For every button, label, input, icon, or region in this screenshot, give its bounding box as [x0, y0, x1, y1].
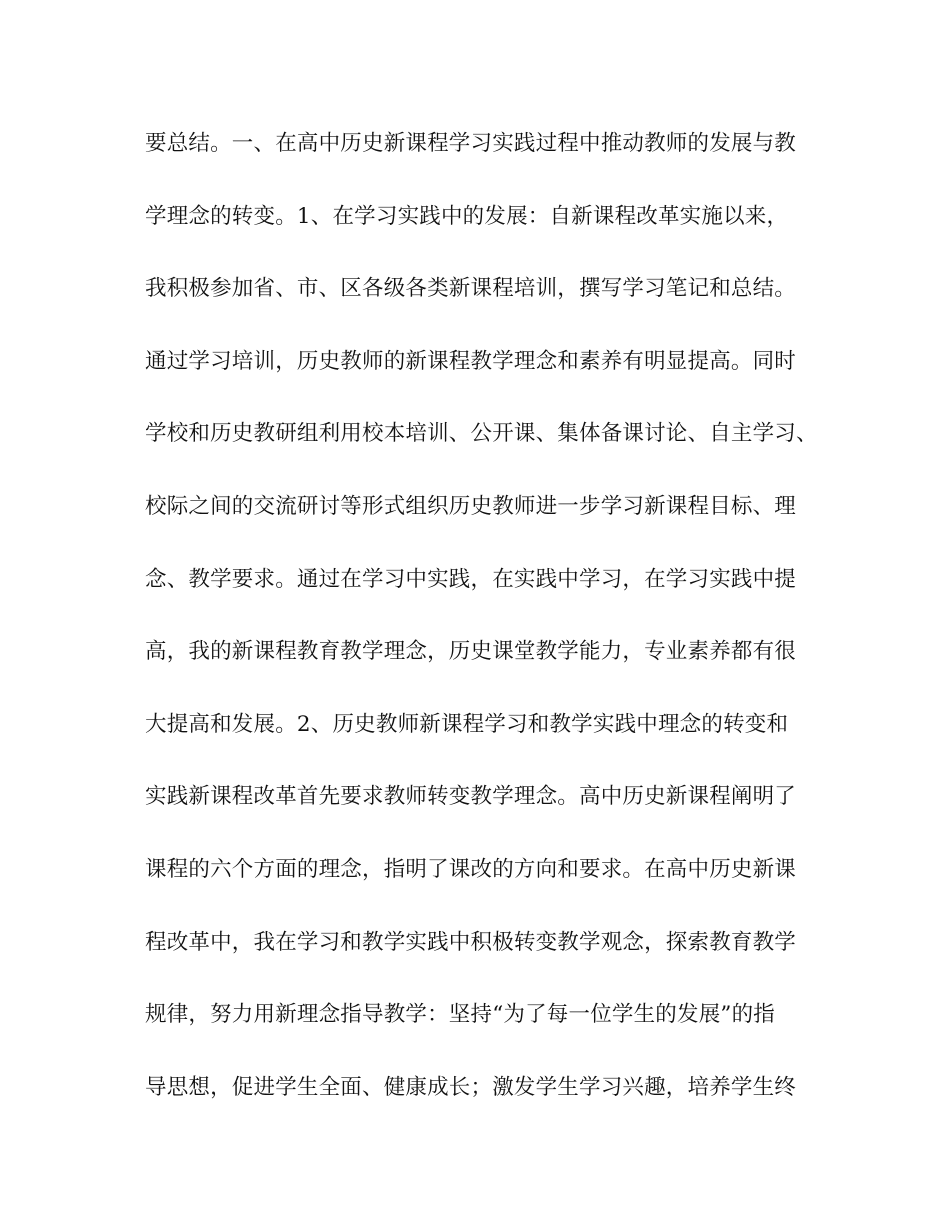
- text-line: 学理念的转变。1、在学习实践中的发展：自新课程改革实施以来，: [145, 203, 789, 229]
- text-line: 高，我的新课程教育教学理念，历史课堂教学能力，专业素养都有很: [145, 639, 797, 665]
- text-line: 实践新课程改革首先要求教师转变教学理念。高中历史新课程阐明了: [145, 784, 797, 810]
- body-text: [145, 126, 818, 1142]
- text-line: 课程的六个方面的理念，指明了课改的方向和要求。在高中历史新课: [145, 856, 797, 882]
- text-line: 我积极参加省、市、区各级各类新课程培训，撰写学习笔记和总结。: [145, 276, 797, 302]
- text-line: 念、教学要求。通过在学习中实践，在实践中学习，在学习实践中提: [145, 566, 797, 592]
- text-line: 通过学习培训，历史教师的新课程教学理念和素养有明显提高。同时: [145, 348, 797, 374]
- text-line: 程改革中，我在学习和教学实践中积极转变教学观念，探索教育教学: [145, 929, 797, 955]
- text-line: 校际之间的交流研讨等形式组织历史教师进一步学习新课程目标、理: [145, 493, 797, 519]
- text-line: 导思想，促进学生全面、健康成长；激发学生学习兴趣，培养学生终: [145, 1074, 797, 1100]
- text-line: 规律，努力用新理念指导教学：坚持“为了每一位学生的发展”的指: [145, 1002, 775, 1028]
- text-line: 大提高和发展。2、历史教师新课程学习和教学实践中理念的转变和: [145, 711, 789, 737]
- text-line: 要总结。一、在高中历史新课程学习实践过程中推动教师的发展与教: [145, 131, 797, 156]
- text-line: 学校和历史教研组利用校本培训、公开课、集体备课讨论、自主学习、: [145, 421, 818, 447]
